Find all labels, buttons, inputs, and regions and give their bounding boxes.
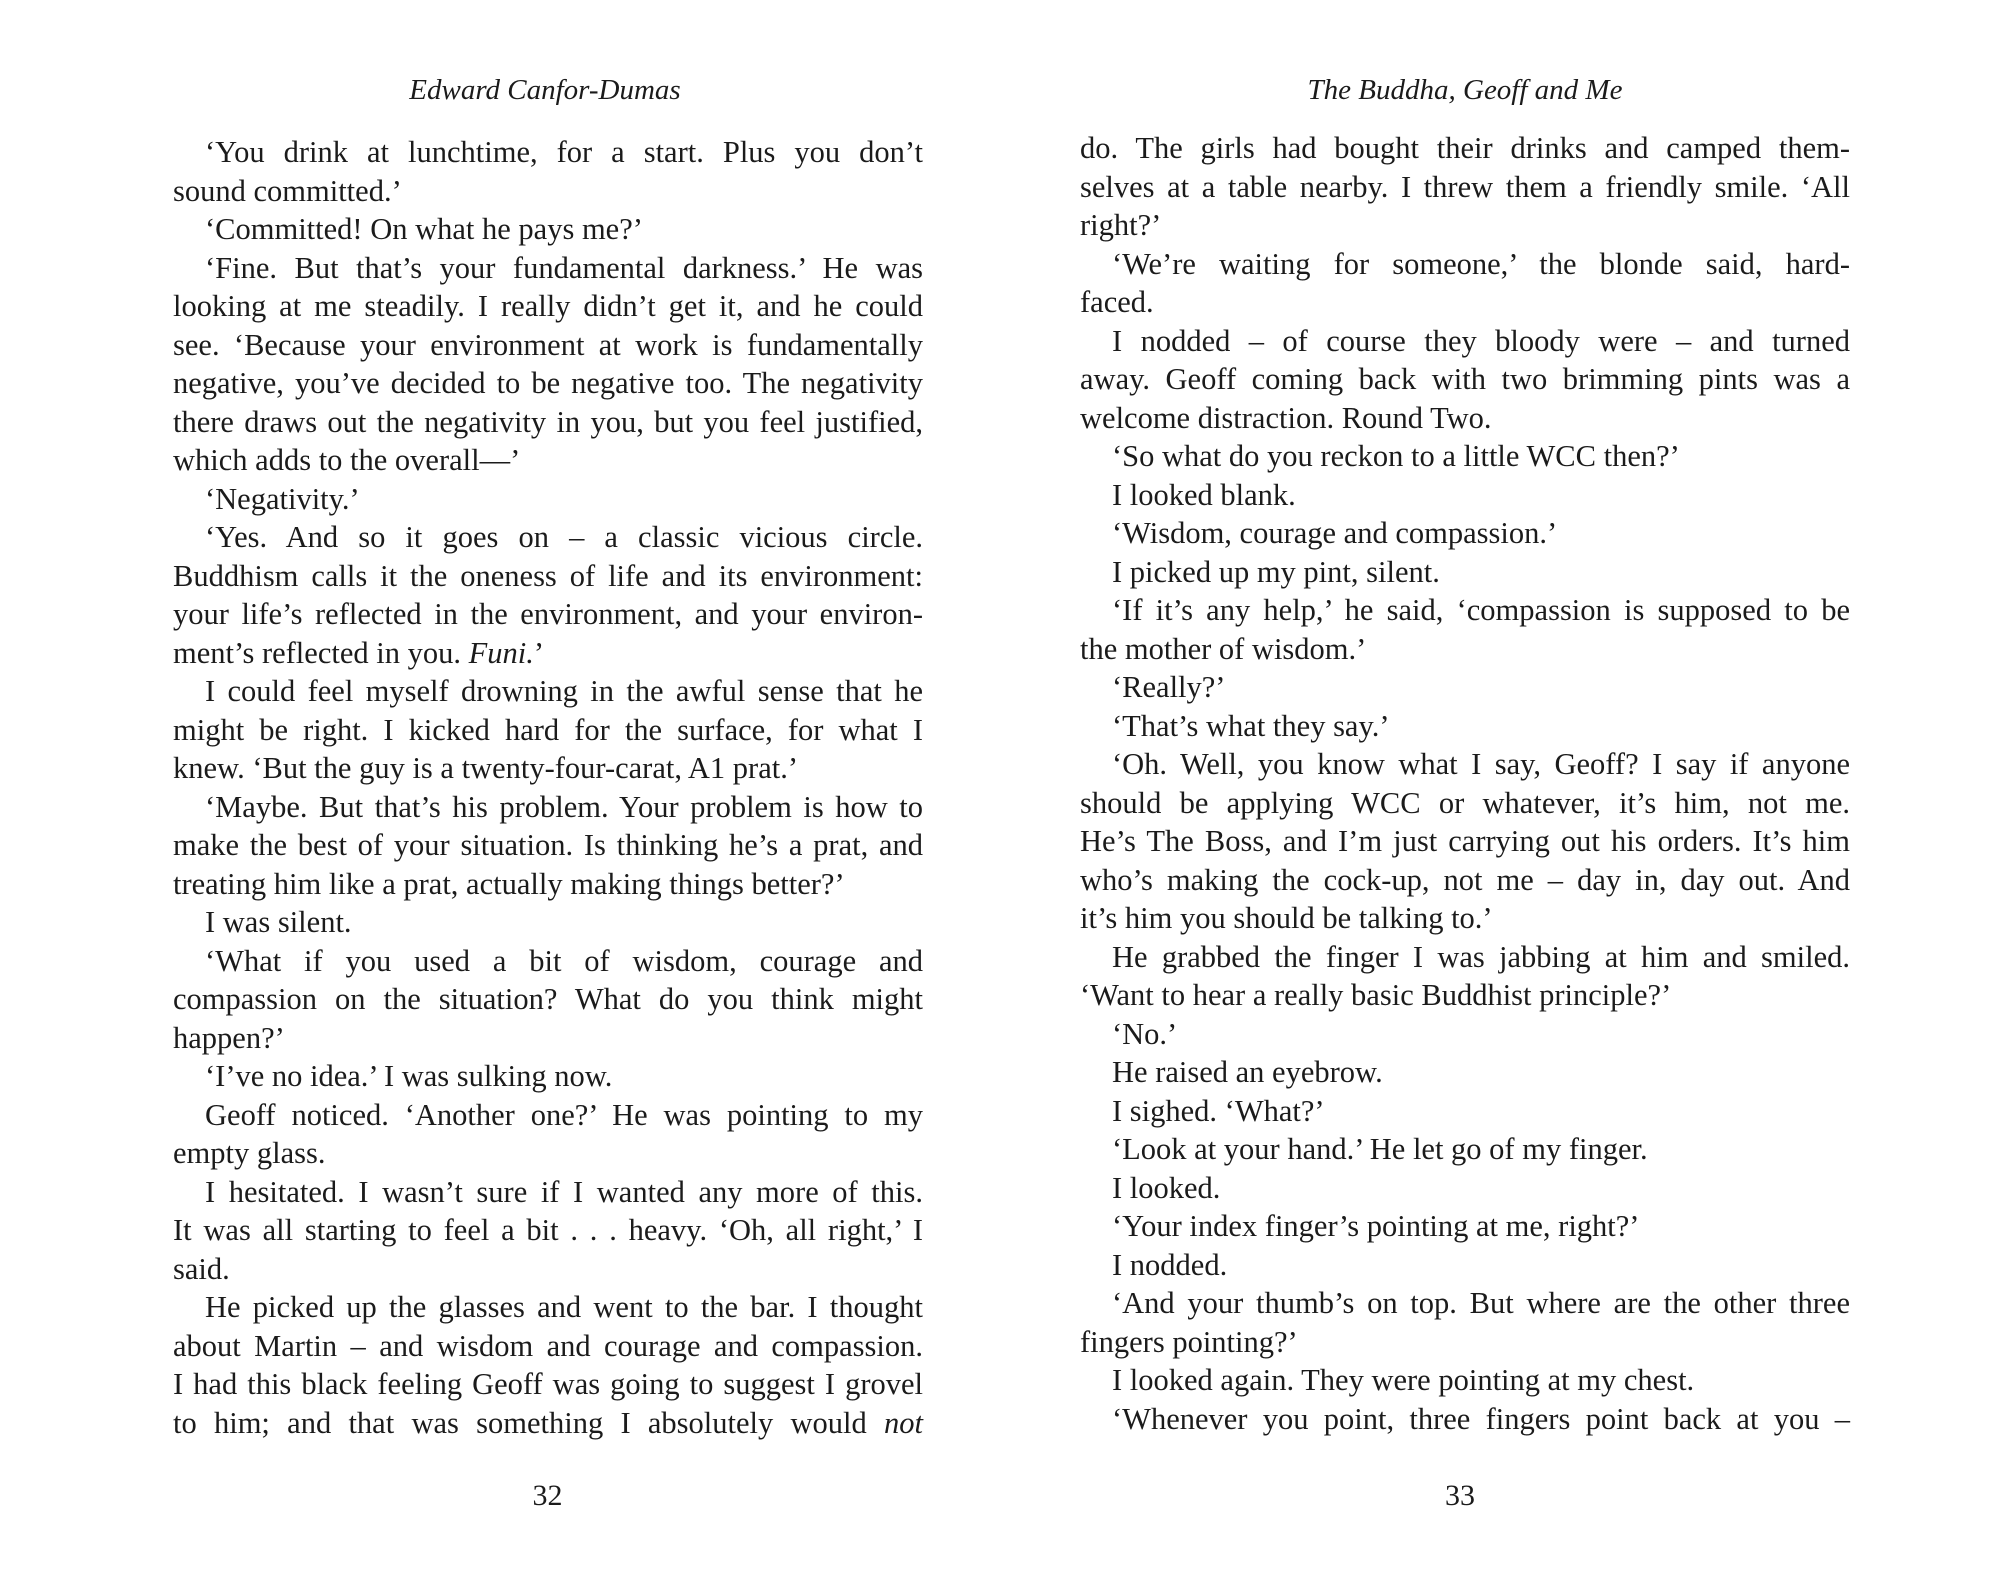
text-line: ‘Really?’ — [1112, 670, 1226, 704]
text-line: it’s him you should be talking to.’ — [1080, 901, 1493, 935]
text-line: might be right. I kicked hard for the surface, for what I — [173, 712, 923, 747]
text-line: It was all starting to feel a bit . . . heavy. ‘Oh, all right,’ I — [173, 1213, 923, 1247]
text-line: I looked. — [1112, 1170, 1221, 1205]
text-line: who’s making the cock-up, not me – day in, day out. And — [1080, 862, 1850, 897]
text-line: which adds to the overall—’ — [173, 443, 521, 477]
right-page-body-text — [1080, 129, 1850, 1438]
text-line: ‘Negativity.’ — [205, 481, 360, 516]
text-line: ‘Maybe. But that’s his problem. Your problem is how to — [205, 789, 923, 824]
text-line: the mother of wisdom.’ — [1080, 631, 1367, 666]
text-line: ‘Committed! On what he pays me?’ — [205, 212, 643, 246]
text-line: ‘Yes. And so it goes on – a classic vicious circle. — [205, 520, 923, 554]
text-line: welcome distraction. Round Two. — [1080, 400, 1492, 435]
left-page-body-text — [173, 133, 923, 1442]
running-head-author: Edward Canfor-Dumas — [409, 74, 681, 106]
text-line: He’s The Boss, and I’m just carrying out his orders. It’s him — [1080, 824, 1850, 858]
text-line: fingers pointing?’ — [1080, 1324, 1298, 1359]
text-line: ‘If it’s any help,’ he said, ‘compassion is supposed to be — [1112, 593, 1850, 627]
text-line: ‘Oh. Well, you know what I say, Geoff? I say if anyone — [1112, 747, 1850, 781]
text-line: ‘Fine. But that’s your fundamental darkness.’ He was — [205, 250, 923, 285]
text-line: ‘Your index finger’s pointing at me, right?’ — [1112, 1209, 1640, 1243]
text-line: sound committed.’ — [173, 173, 402, 208]
text-line: ‘No.’ — [1112, 1016, 1178, 1051]
text-line: make the best of your situation. Is thinking he’s a prat, and — [173, 828, 923, 862]
text-line: ‘Whenever you point, three fingers point back at you – — [1112, 1401, 1850, 1436]
text-line: compassion on the situation? What do you think might — [173, 982, 923, 1016]
italic-emphasis: not — [884, 1405, 923, 1440]
text-line: ‘You drink at lunchtime, for a start. Plus you don’t — [205, 135, 923, 169]
text-line: I hesitated. I wasn’t sure if I wanted any more of this. — [205, 1174, 923, 1209]
text-line: ‘What if you used a bit of wisdom, courage and — [205, 943, 923, 978]
text-line: I looked blank. — [1112, 477, 1296, 512]
page-number-right: 33 — [1445, 1479, 1475, 1512]
running-head-title: The Buddha, Geoff and Me — [1307, 74, 1623, 106]
text-line: ‘Look at your hand.’ He let go of my finger. — [1112, 1132, 1648, 1166]
right-page — [1000, 0, 2000, 1574]
text-line: ‘Wisdom, courage and compassion.’ — [1112, 516, 1558, 550]
text-line: I looked again. They were pointing at my chest. — [1112, 1363, 1695, 1397]
text-line: ‘I’ve no idea.’ I was sulking now. — [205, 1059, 613, 1093]
page-number-left: 32 — [532, 1479, 563, 1512]
text-line: negative, you’ve decided to be negative too. The negativity — [173, 366, 923, 400]
text-line: Buddhism calls it the oneness of life and its environment: — [173, 558, 923, 593]
text-line: ‘And your thumb’s on top. But where are the other three — [1112, 1286, 1850, 1320]
text-line: He raised an eyebrow. — [1112, 1055, 1383, 1089]
text-line: your life’s reflected in the environment, and your environ- — [173, 597, 923, 631]
text-line: right?’ — [1080, 208, 1162, 242]
text-line: ‘So what do you reckon to a little WCC then?’ — [1112, 439, 1680, 473]
text-line: I nodded. — [1112, 1247, 1228, 1282]
text-line: I picked up my pint, silent. — [1112, 554, 1440, 589]
text-line: I could feel myself drowning in the awful sense that he — [205, 674, 923, 708]
text-line: I sighed. ‘What?’ — [1112, 1093, 1325, 1128]
text-line: ment’s reflected in you. Funi.’ — [173, 635, 544, 670]
text-line: I had this black feeling Geoff was going to suggest I grovel — [173, 1367, 923, 1401]
text-line: looking at me steadily. I really didn’t get it, and he could — [173, 289, 923, 323]
text-line: faced. — [1080, 285, 1154, 319]
text-line: ‘That’s what they say.’ — [1112, 708, 1390, 743]
text-line: I was silent. — [205, 905, 352, 939]
text-line: He grabbed the finger I was jabbing at him and smiled. — [1112, 939, 1850, 974]
text-line: treating him like a prat, actually making things better?’ — [173, 866, 845, 901]
text-line: ‘We’re waiting for someone,’ the blonde said, hard- — [1112, 246, 1850, 281]
text-line: knew. ‘But the guy is a twenty-four-carat, A1 prat.’ — [173, 751, 799, 785]
text-line: empty glass. — [173, 1136, 326, 1170]
text-line: I nodded – of course they bloody were – and turned — [1112, 323, 1850, 358]
italic-emphasis: Funi. — [468, 635, 534, 670]
text-line: ‘Want to hear a really basic Buddhist principle?’ — [1080, 978, 1672, 1012]
text-line: happen?’ — [173, 1020, 285, 1055]
text-line: about Martin – and wisdom and courage and compassion. — [173, 1328, 923, 1363]
text-line: said. — [173, 1251, 230, 1286]
text-line: do. The girls had bought their drinks and camped them- — [1080, 131, 1850, 165]
text-line: see. ‘Because your environment at work is fundamentally — [173, 327, 923, 362]
text-line: He picked up the glasses and went to the bar. I thought — [205, 1290, 923, 1324]
text-line: should be applying WCC or whatever, it’s him, not me. — [1080, 785, 1850, 820]
text-line: to him; and that was something I absolutely would not — [173, 1405, 923, 1440]
text-line: Geoff noticed. ‘Another one?’ He was pointing to my — [205, 1097, 923, 1132]
text-line: there draws out the negativity in you, but you feel justified, — [173, 404, 923, 439]
text-line: selves at a table nearby. I threw them a friendly smile. ‘All — [1080, 169, 1850, 204]
text-line: away. Geoff coming back with two brimming pints was a — [1080, 362, 1850, 396]
